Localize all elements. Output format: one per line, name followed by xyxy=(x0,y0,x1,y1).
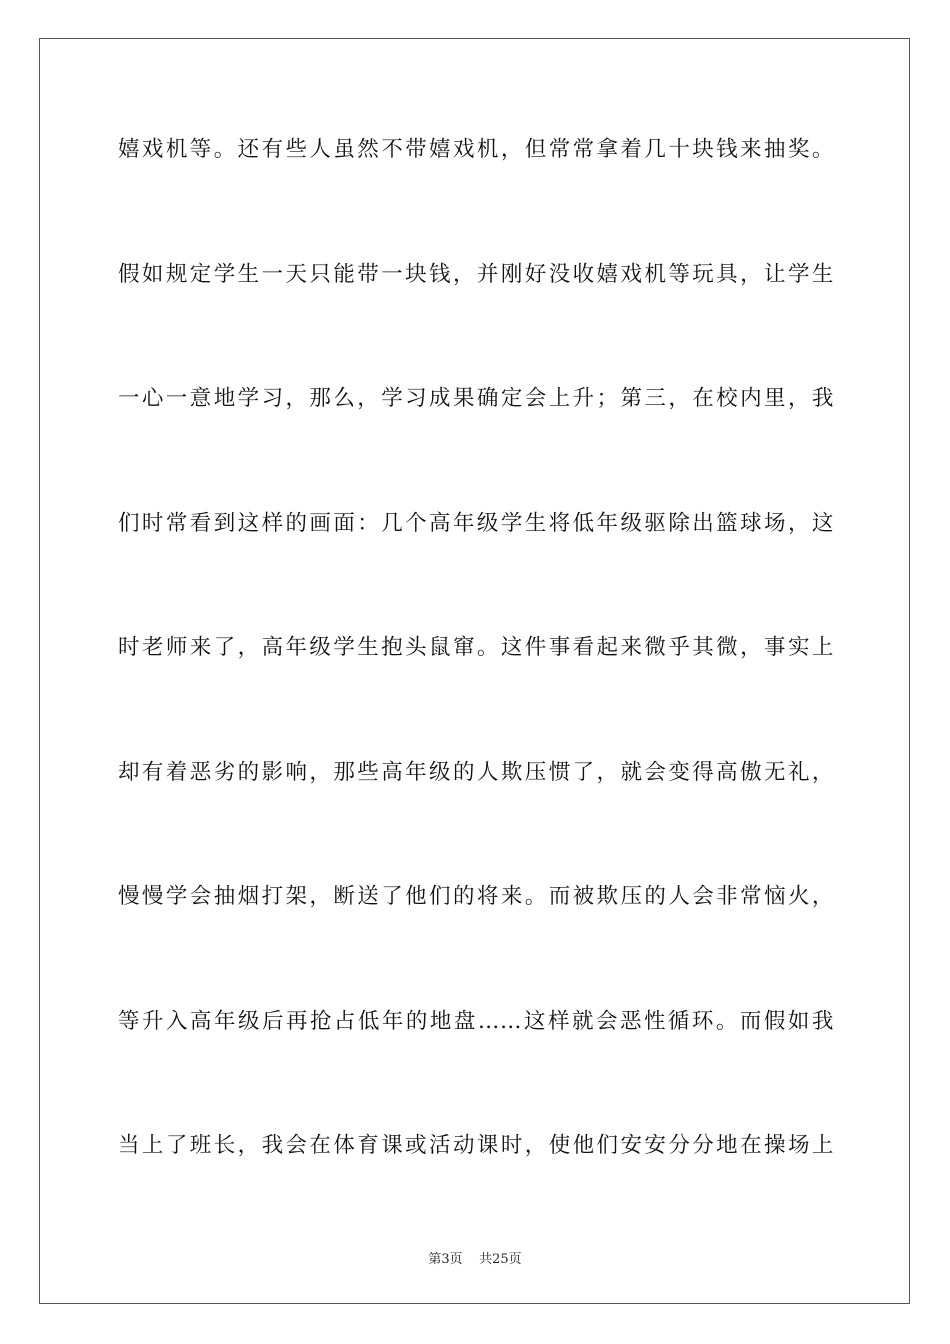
text-line-3: 一心一意地学习，那么，学习成果确定会上升；第三，在校内里，我 xyxy=(118,386,834,411)
page-footer xyxy=(0,1248,950,1267)
text-line-9: 当上了班长，我会在体育课或活动课时，使他们安安分分地在操场上 xyxy=(118,1133,834,1158)
text-line-5: 时老师来了，高年级学生抱头鼠窜。这件事看起来微乎其微，事实上 xyxy=(118,635,834,660)
text-line-1: 嬉戏机等。还有些人虽然不带嬉戏机，但常常拿着几十块钱来抽奖。 xyxy=(118,137,834,162)
text-line-2: 假如规定学生一天只能带一块钱，并刚好没收嬉戏机等玩具，让学生 xyxy=(118,261,834,287)
page-total: 共25页 xyxy=(479,1252,522,1267)
text-line-4: 们时常看到这样的画面：几个高年级学生将低年级驱除出篮球场，这 xyxy=(118,510,834,536)
document-body xyxy=(118,122,834,1243)
text-line-6: 却有着恶劣的影响，那些高年级的人欺压惯了，就会变得高傲无礼， xyxy=(118,759,834,785)
text-line-8: 等升入高年级后再抢占低年的地盘……这样就会恶性循环。而假如我 xyxy=(118,1008,834,1034)
page-number: 第3页 xyxy=(428,1252,463,1267)
text-line-7: 慢慢学会抽烟打架，断送了他们的将来。而被欺压的人会非常恼火， xyxy=(118,884,834,909)
